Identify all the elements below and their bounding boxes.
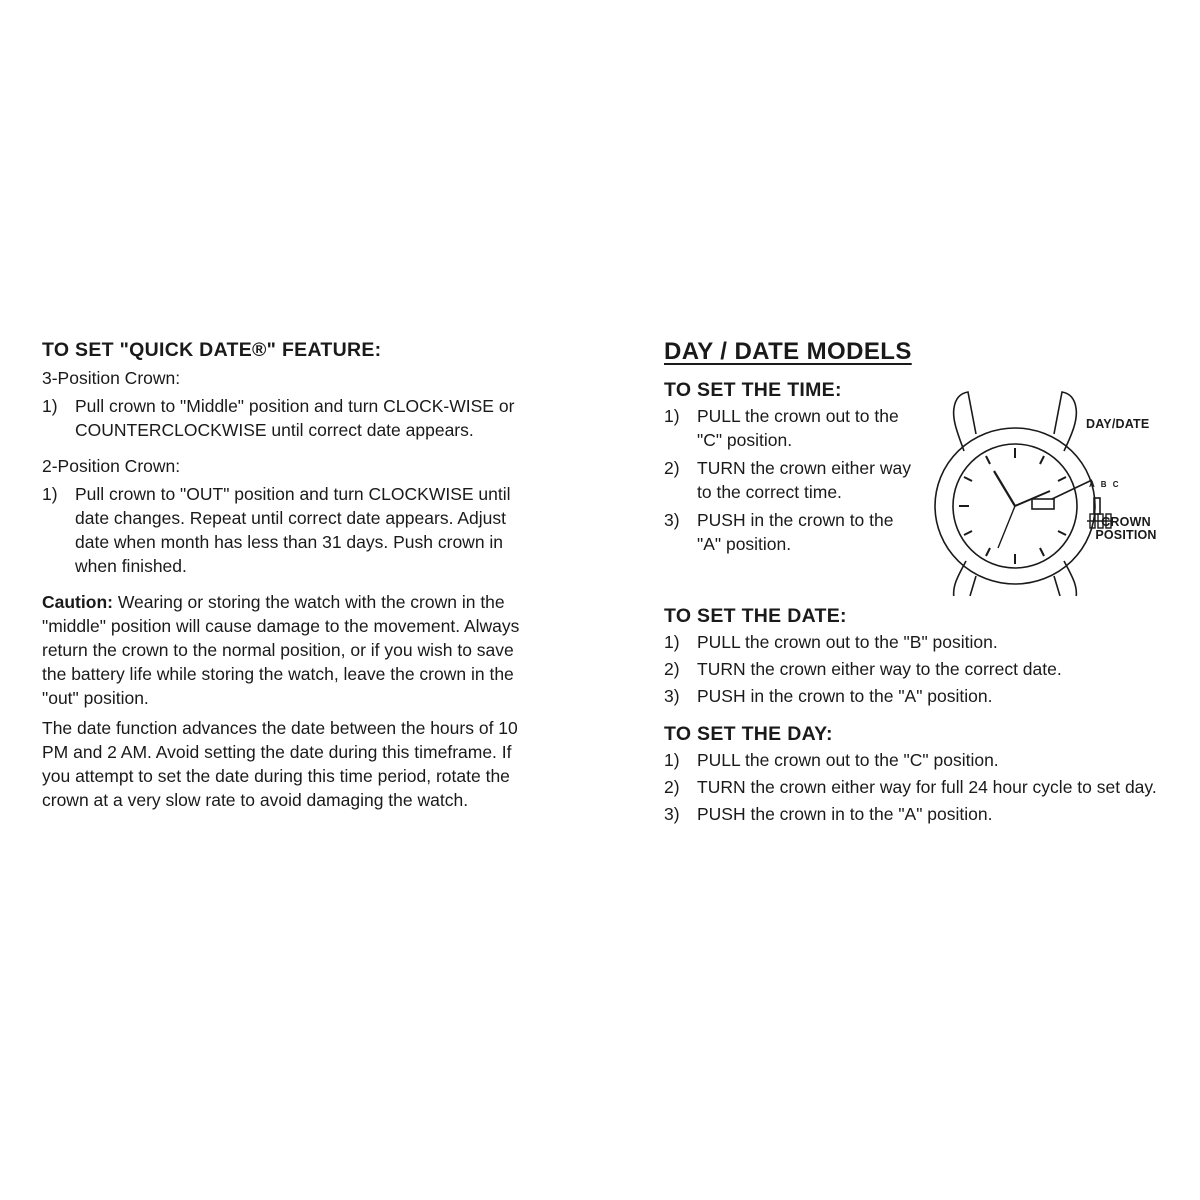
list-item [664,508,914,556]
step-number: 2) [664,458,680,478]
step-text: PULL the crown out to the "C" position. [697,750,999,770]
second-hand [998,506,1015,548]
step-text: PUSH in the crown to the "A" position. [697,510,894,554]
crown-position-label: CROWN POSITION [1095,515,1157,542]
crown-abc-label: A B C [1089,480,1121,489]
step-number: 1) [42,396,58,416]
list-item [664,404,914,452]
two-position-steps [42,482,542,578]
caution-paragraph [42,590,542,710]
two-position-label: 2-Position Crown: [42,456,181,476]
list-item [42,394,542,442]
step-number: 2) [664,659,680,679]
step-text: Pull crown to "OUT" position and turn CLOCKWISE until date changes. Repeat until correct date appears. Adjust date when month has less than 31 days. Push crown in when finished. [75,484,511,576]
hour-hand [994,471,1015,506]
three-position-label: 3-Position Crown: [42,368,181,388]
set-time-block [664,376,1164,586]
set-time-steps [664,404,914,556]
three-position-steps [42,394,542,442]
day-date-label: DAY/DATE [1086,417,1150,431]
set-date-steps [664,630,1164,708]
caution-text: Wearing or storing the watch with the crown in the "middle" position will cause damage to the movement. Always return the crown to the normal position, or if you wish to save the battery life while storing the watch, leave the crown in the "out" position. [42,592,520,708]
day-date-title: DAY / DATE MODELS [664,338,912,365]
list-item [664,775,1164,799]
set-date-title: TO SET THE DATE: [664,605,847,627]
step-text: TURN the crown either way to the correct time. [697,458,911,502]
set-time-instructions [664,376,914,560]
list-item [42,482,542,578]
list-item [664,802,1164,826]
step-text: PUSH in the crown to the "A" position. [697,686,993,706]
set-time-title: TO SET THE TIME: [664,379,842,401]
list-item [664,748,1164,772]
step-number: 1) [42,484,58,504]
step-number: 3) [664,510,680,530]
caution-label: Caution: [42,592,113,612]
step-number: 3) [664,686,680,706]
step-number: 1) [664,632,680,652]
set-day-steps [664,748,1164,826]
set-day-title: TO SET THE DAY: [664,723,833,745]
list-item [664,456,914,504]
watch-diagram [914,386,1164,596]
step-text: Pull crown to "Middle" position and turn CLOCK-WISE or COUNTERCLOCKWISE until correct date appears. [75,396,515,440]
step-number: 1) [664,406,680,426]
step-number: 3) [664,804,680,824]
bottom-lugs [954,561,1077,596]
step-number: 2) [664,777,680,797]
date-function-paragraph: The date function advances the date between the hours of 10 PM and 2 AM. Avoid setting the date during this timeframe. If you attempt to set the date during this time period, rotate the crown at a very slow rate to avoid damaging the watch. [42,718,518,810]
list-item [664,630,1164,654]
step-text: PULL the crown out to the "C" position. [697,406,899,450]
top-lugs [954,392,1077,451]
step-text: TURN the crown either way to the correct date. [697,659,1062,679]
step-number: 1) [664,750,680,770]
hour-markers [959,448,1066,564]
step-text: PUSH the crown in to the "A" position. [697,804,993,824]
date-window [1032,499,1054,509]
step-text: TURN the crown either way for full 24 hour cycle to set day. [697,777,1157,797]
day-date-section [664,336,1164,829]
list-item [664,657,1164,681]
list-item [664,684,1164,708]
quick-date-section [42,336,542,812]
step-text: PULL the crown out to the "B" position. [697,632,998,652]
quick-date-title: TO SET "QUICK DATE®" FEATURE: [42,339,382,361]
